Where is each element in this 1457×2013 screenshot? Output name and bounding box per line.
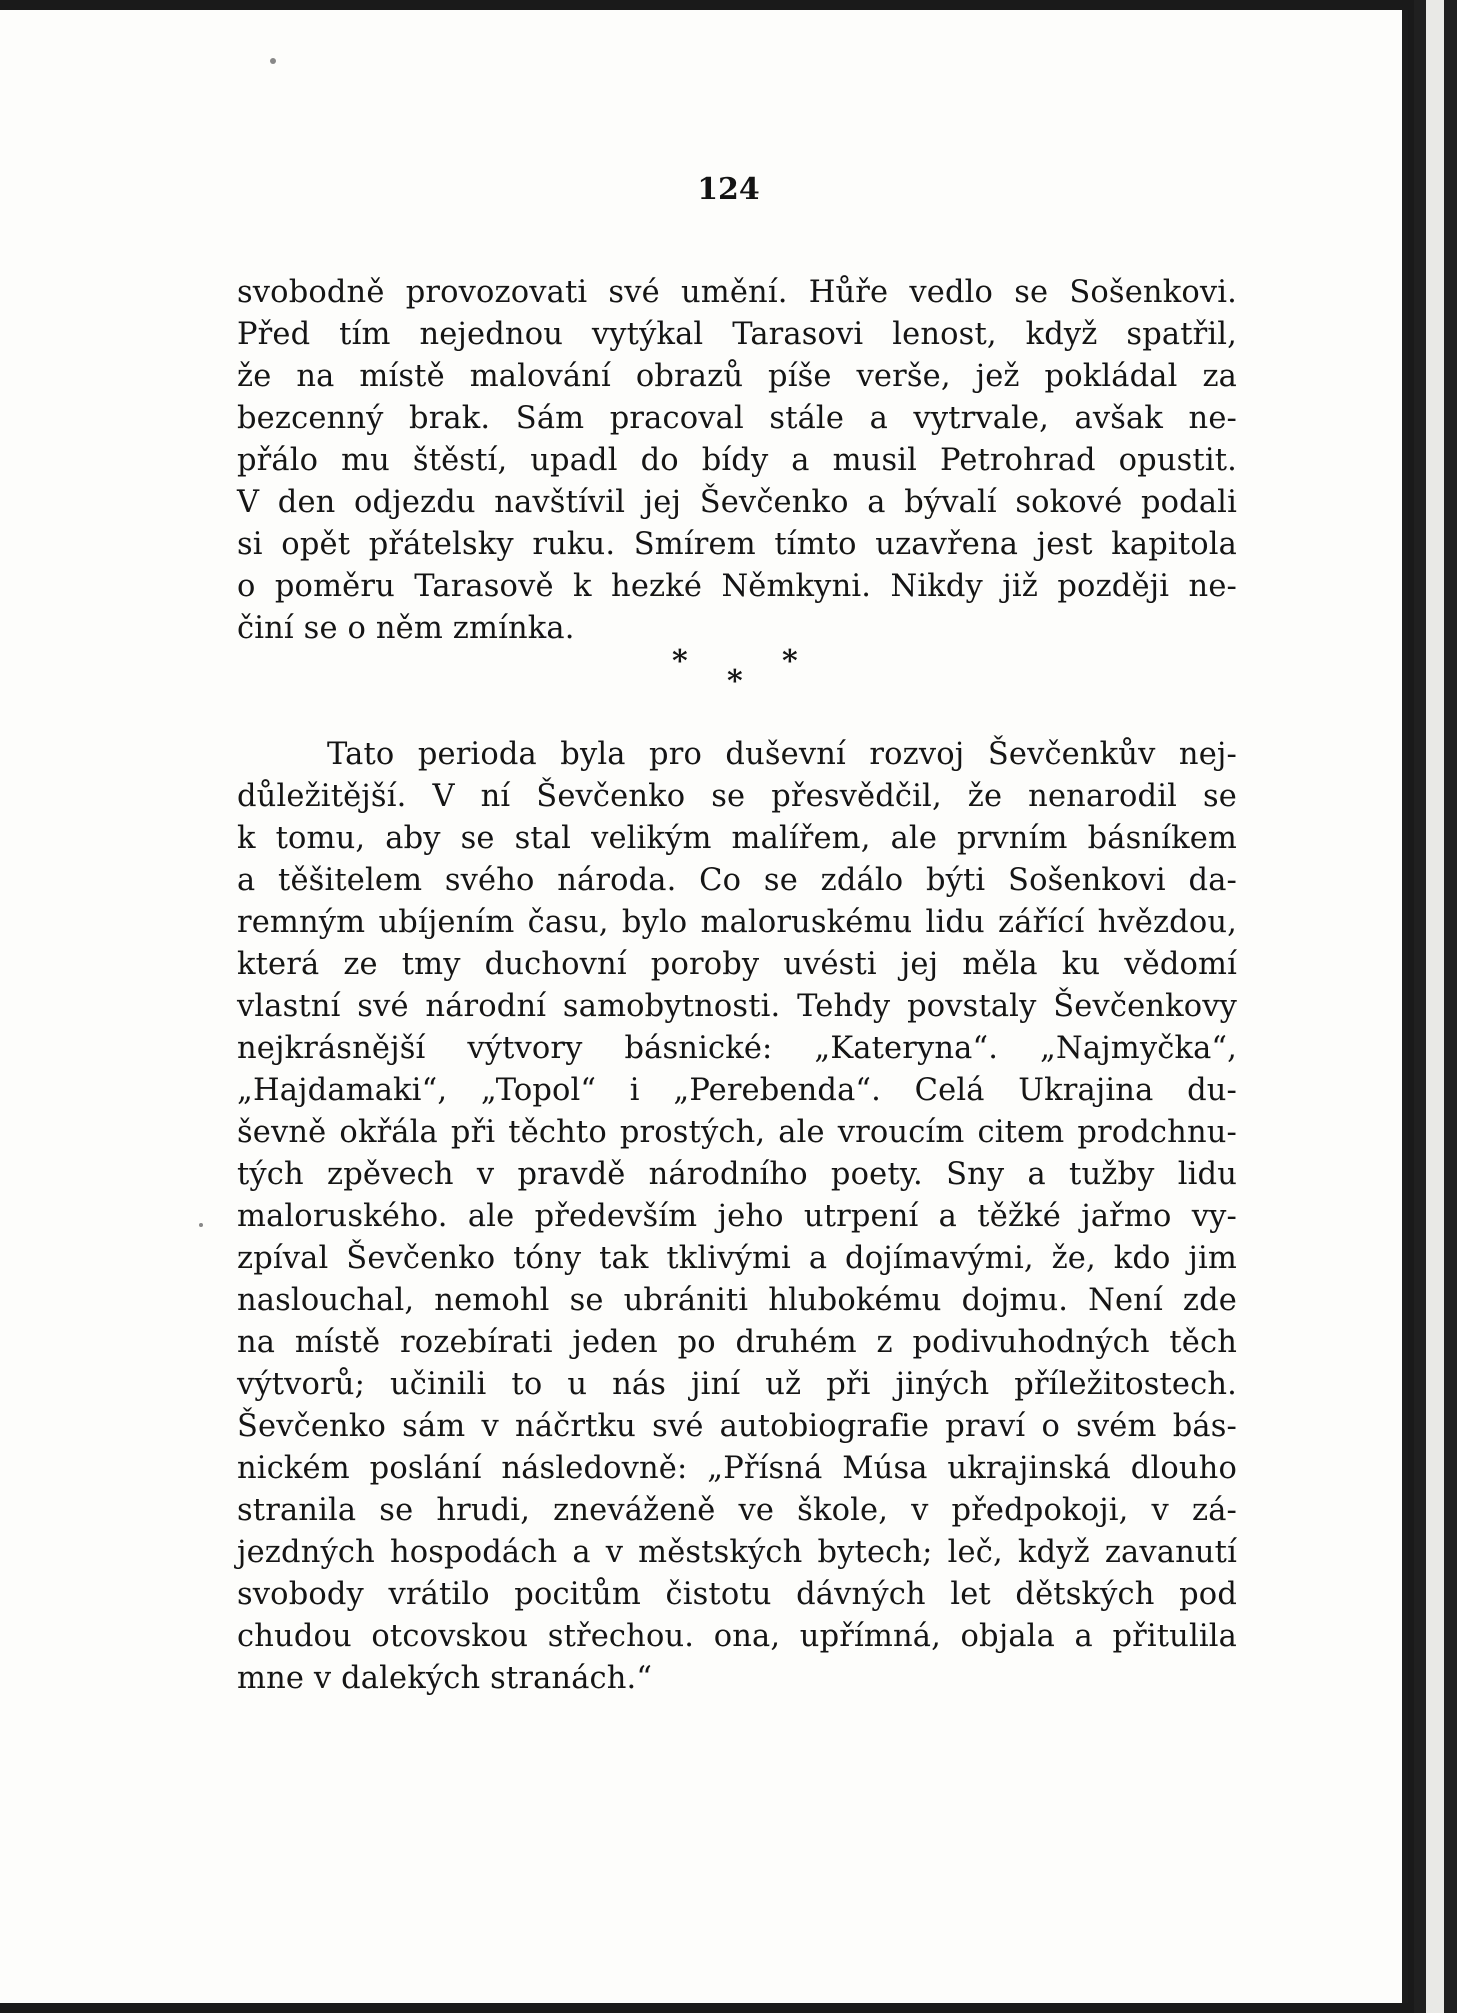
text-line: že na místě malování obrazů píše verše, jež pokládal za [237,359,1237,394]
text-line: a těšitelem svého národa. Co se zdálo býti Sošenkovi da- [237,863,1237,898]
body-text [237,272,1237,1700]
text-line: nejkrásnější výtvory básnické: „Kateryna“. „Najmyčka“, [237,1031,1237,1066]
text-line: na místě rozebírati jeden po druhém z podivuhodných těch [237,1325,1237,1360]
paragraph-2 [237,734,1237,1700]
text-line: svobody vrátilo pocitům čistotu dávných let dětských pod [237,1577,1237,1612]
text-line: Před tím nejednou vytýkal Tarasovi lenost, když spatřil, [237,317,1237,352]
paragraph-1 [237,272,1237,650]
section-separator [237,644,1237,734]
speck [199,1223,203,1227]
text-line: tých zpěvech v pravdě národního poety. Sny a tužby lidu [237,1157,1237,1192]
text-line: zpíval Ševčenko tóny tak tklivými a dojímavými, že, kdo jim [237,1241,1237,1276]
asterisk: * [672,644,688,679]
page-number: 124 [697,172,760,207]
text-line: činí se o něm zmínka. [237,611,575,646]
text-line: přálo mu štěstí, upadl do bídy a musil Petrohrad opustit. [237,443,1237,478]
text-line: výtvorů; učinili to u nás jiní už při jiných příležitostech. [237,1367,1237,1402]
text-line: V den odjezdu navštívil jej Ševčenko a bývalí sokové podali [237,485,1237,520]
text-line: chudou otcovskou střechou. ona, upřímná, objala a přitulila [237,1619,1237,1654]
text-line: jezdných hospodách a v městských bytech; leč, když zavanutí [237,1535,1237,1570]
text-line: která ze tmy duchovní poroby uvésti jej měla ku vědomí [237,947,1237,982]
text-line: k tomu, aby se stal velikým malířem, ale prvním básníkem [237,821,1237,856]
text-line: „Hajdamaki“, „Topol“ i „Perebenda“. Celá Ukrajina du- [237,1073,1237,1108]
text-line: mne v dalekých stranách.“ [237,1661,653,1696]
speck [270,58,276,64]
text-line: bezcenný brak. Sám pracoval stále a vytrvale, avšak ne- [237,401,1237,436]
asterisk: * [782,644,798,679]
top-edge [0,0,1457,10]
text-line: Tato perioda byla pro duševní rozvoj Ševčenkův nej- [327,737,1237,772]
right-edge [1414,0,1457,2013]
text-line: ševně okřála při těchto prostých, ale vroucím citem prodchnu- [237,1115,1237,1150]
text-line: maloruského. ale především jeho utrpení a těžké jařmo vy- [237,1199,1237,1234]
text-line: remným ubíjením času, bylo maloruskému lidu zářící hvězdou, [237,905,1237,940]
text-line: vlastní své národní samobytnosti. Tehdy povstaly Ševčenkovy [237,989,1237,1024]
next-page-strip [1426,0,1444,2013]
text-line: si opět přátelsky ruku. Smírem tímto uzavřena jest kapitola [237,527,1237,562]
text-line: o poměru Tarasově k hezké Němkyni. Nikdy již později ne- [237,569,1237,604]
text-line: stranila se hrudi, zneváženě ve škole, v předpokoji, v zá- [237,1493,1237,1528]
text-line: důležitější. V ní Ševčenko se přesvědčil, že nenarodil se [237,779,1237,814]
text-line: Ševčenko sám v náčrtku své autobiografie praví o svém bás- [237,1409,1237,1444]
text-line: svobodně provozovati své umění. Hůře vedlo se Sošenkovi. [237,275,1237,310]
asterisk: * [727,664,743,699]
text-line: nickém poslání následovně: „Přísná Músa ukrajinská dlouho [237,1451,1237,1486]
text-line: naslouchal, nemohl se ubrániti hlubokému dojmu. Není zde [237,1283,1237,1318]
